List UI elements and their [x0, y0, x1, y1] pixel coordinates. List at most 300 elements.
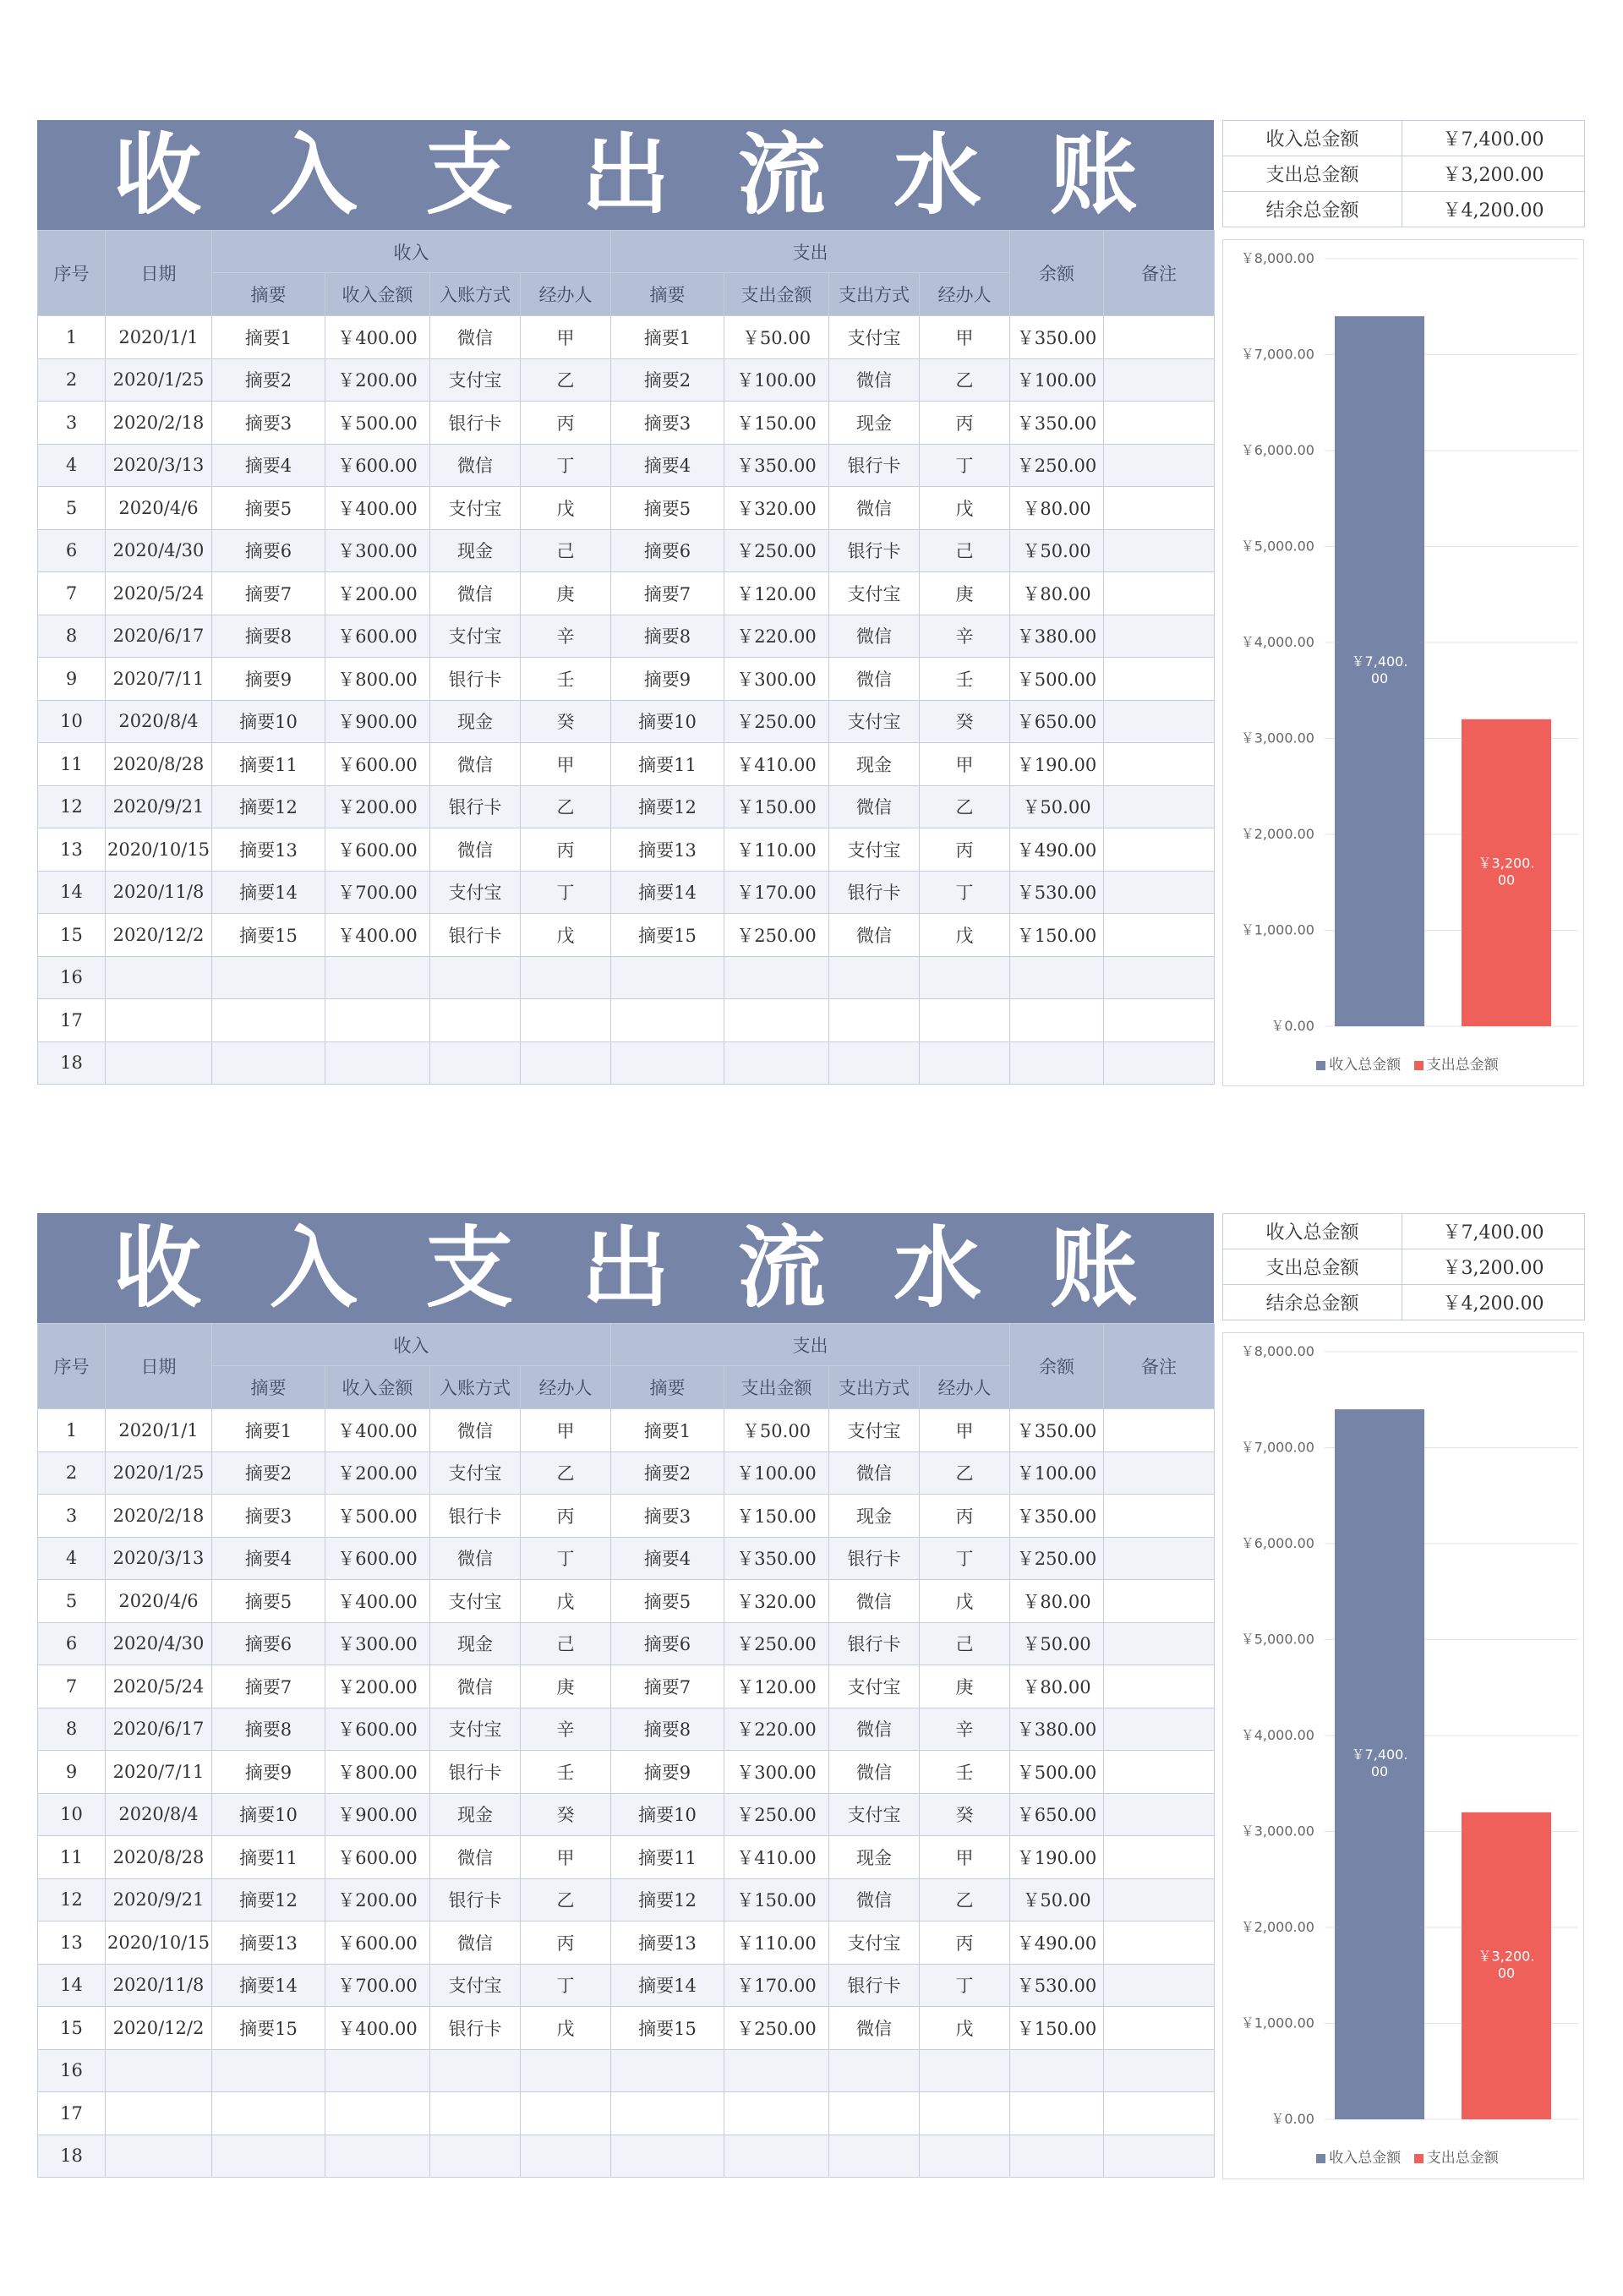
- cell-seq[interactable]: 11: [38, 1836, 106, 1879]
- cell-expense-amount[interactable]: ￥250.00: [724, 914, 829, 957]
- cell-income-amount[interactable]: [325, 2092, 430, 2135]
- cell-seq[interactable]: 12: [38, 785, 106, 828]
- cell-note[interactable]: [1104, 2135, 1215, 2178]
- cell-expense-amount[interactable]: ￥250.00: [724, 2007, 829, 2050]
- cell-note[interactable]: [1104, 999, 1215, 1042]
- cell-date[interactable]: 2020/8/28: [106, 743, 212, 786]
- cell-expense-handler[interactable]: 辛: [920, 1708, 1010, 1751]
- cell-date[interactable]: 2020/12/2: [106, 2007, 212, 2050]
- cell-seq[interactable]: 1: [38, 1409, 106, 1452]
- cell-income-handler[interactable]: 辛: [521, 1708, 611, 1751]
- cell-income-handler[interactable]: 丙: [521, 402, 611, 445]
- cell-date[interactable]: 2020/8/4: [106, 1793, 212, 1836]
- cell-income-handler[interactable]: 丁: [521, 871, 611, 914]
- cell-note[interactable]: [1104, 1041, 1215, 1085]
- cell-expense-amount[interactable]: ￥350.00: [724, 1537, 829, 1580]
- cell-note[interactable]: [1104, 700, 1215, 743]
- cell-expense-summary[interactable]: 摘要4: [611, 1537, 724, 1580]
- cell-balance[interactable]: ￥190.00: [1010, 1836, 1104, 1879]
- cell-income-summary[interactable]: 摘要7: [212, 1665, 325, 1708]
- cell-expense-amount[interactable]: ￥170.00: [724, 1964, 829, 2007]
- cell-date[interactable]: 2020/5/24: [106, 572, 212, 615]
- cell-date[interactable]: 2020/11/8: [106, 1964, 212, 2007]
- cell-income-amount[interactable]: ￥600.00: [325, 828, 430, 872]
- cell-income-summary[interactable]: 摘要15: [212, 2007, 325, 2050]
- cell-seq[interactable]: 7: [38, 572, 106, 615]
- cell-income-summary[interactable]: 摘要1: [212, 316, 325, 359]
- cell-expense-amount[interactable]: ￥110.00: [724, 828, 829, 872]
- cell-expense-handler[interactable]: [920, 1041, 1010, 1085]
- cell-balance[interactable]: ￥50.00: [1010, 1622, 1104, 1665]
- cell-expense-summary[interactable]: 摘要15: [611, 914, 724, 957]
- cell-income-summary[interactable]: 摘要10: [212, 1793, 325, 1836]
- cell-expense-summary[interactable]: 摘要1: [611, 316, 724, 359]
- cell-balance[interactable]: ￥80.00: [1010, 1665, 1104, 1708]
- cell-expense-method[interactable]: 微信: [829, 914, 920, 957]
- cell-date[interactable]: 2020/6/17: [106, 615, 212, 658]
- cell-income-method[interactable]: 微信: [430, 316, 521, 359]
- cell-seq[interactable]: 5: [38, 487, 106, 530]
- cell-expense-method[interactable]: 微信: [829, 1878, 920, 1922]
- cell-income-handler[interactable]: 丁: [521, 1537, 611, 1580]
- cell-income-amount[interactable]: ￥900.00: [325, 700, 430, 743]
- cell-balance[interactable]: [1010, 999, 1104, 1042]
- cell-note[interactable]: [1104, 1708, 1215, 1751]
- cell-income-amount[interactable]: ￥600.00: [325, 1836, 430, 1879]
- cell-seq[interactable]: 12: [38, 1878, 106, 1922]
- cell-expense-handler[interactable]: 甲: [920, 316, 1010, 359]
- cell-seq[interactable]: 13: [38, 1922, 106, 1965]
- cell-expense-summary[interactable]: 摘要8: [611, 1708, 724, 1751]
- cell-date[interactable]: [106, 999, 212, 1042]
- cell-seq[interactable]: 14: [38, 871, 106, 914]
- cell-income-summary[interactable]: 摘要6: [212, 529, 325, 572]
- cell-seq[interactable]: 16: [38, 2049, 106, 2092]
- cell-expense-method[interactable]: 微信: [829, 1751, 920, 1794]
- cell-expense-summary[interactable]: 摘要4: [611, 444, 724, 487]
- cell-note[interactable]: [1104, 956, 1215, 999]
- cell-expense-summary[interactable]: 摘要3: [611, 1495, 724, 1538]
- cell-income-summary[interactable]: 摘要7: [212, 572, 325, 615]
- cell-date[interactable]: 2020/7/11: [106, 1751, 212, 1794]
- cell-balance[interactable]: ￥350.00: [1010, 1409, 1104, 1452]
- cell-income-summary[interactable]: 摘要11: [212, 743, 325, 786]
- cell-balance[interactable]: ￥250.00: [1010, 444, 1104, 487]
- cell-expense-amount[interactable]: ￥250.00: [724, 1622, 829, 1665]
- cell-expense-method[interactable]: 银行卡: [829, 871, 920, 914]
- cell-date[interactable]: 2020/3/13: [106, 444, 212, 487]
- cell-expense-amount[interactable]: ￥250.00: [724, 529, 829, 572]
- cell-balance[interactable]: ￥500.00: [1010, 1751, 1104, 1794]
- cell-income-handler[interactable]: 辛: [521, 615, 611, 658]
- cell-balance[interactable]: [1010, 2049, 1104, 2092]
- cell-income-amount[interactable]: ￥400.00: [325, 914, 430, 957]
- cell-income-amount[interactable]: ￥200.00: [325, 785, 430, 828]
- cell-income-summary[interactable]: [212, 2049, 325, 2092]
- cell-seq[interactable]: 16: [38, 956, 106, 999]
- cell-income-summary[interactable]: 摘要8: [212, 615, 325, 658]
- cell-balance[interactable]: ￥80.00: [1010, 487, 1104, 530]
- cell-seq[interactable]: 4: [38, 1537, 106, 1580]
- cell-expense-handler[interactable]: 戊: [920, 1580, 1010, 1623]
- cell-income-method[interactable]: [430, 2049, 521, 2092]
- cell-balance[interactable]: [1010, 1041, 1104, 1085]
- cell-income-summary[interactable]: 摘要13: [212, 1922, 325, 1965]
- cell-expense-amount[interactable]: ￥170.00: [724, 871, 829, 914]
- cell-expense-handler[interactable]: 丁: [920, 444, 1010, 487]
- cell-expense-handler[interactable]: 癸: [920, 700, 1010, 743]
- cell-seq[interactable]: 18: [38, 1041, 106, 1085]
- cell-date[interactable]: 2020/1/25: [106, 1451, 212, 1495]
- cell-note[interactable]: [1104, 444, 1215, 487]
- cell-seq[interactable]: 2: [38, 1451, 106, 1495]
- cell-expense-handler[interactable]: 己: [920, 1622, 1010, 1665]
- cell-income-amount[interactable]: ￥300.00: [325, 529, 430, 572]
- cell-balance[interactable]: ￥490.00: [1010, 828, 1104, 872]
- cell-income-summary[interactable]: 摘要3: [212, 1495, 325, 1538]
- cell-income-method[interactable]: 微信: [430, 1409, 521, 1452]
- cell-income-summary[interactable]: [212, 2135, 325, 2178]
- cell-expense-amount[interactable]: ￥150.00: [724, 1495, 829, 1538]
- cell-income-amount[interactable]: ￥600.00: [325, 1537, 430, 1580]
- cell-income-method[interactable]: 银行卡: [430, 1751, 521, 1794]
- cell-expense-handler[interactable]: [920, 2135, 1010, 2178]
- cell-income-amount[interactable]: ￥600.00: [325, 1922, 430, 1965]
- cell-note[interactable]: [1104, 914, 1215, 957]
- cell-date[interactable]: 2020/3/13: [106, 1537, 212, 1580]
- cell-expense-summary[interactable]: 摘要5: [611, 487, 724, 530]
- cell-expense-summary[interactable]: 摘要14: [611, 1964, 724, 2007]
- cell-balance[interactable]: [1010, 956, 1104, 999]
- cell-expense-method[interactable]: 支付宝: [829, 316, 920, 359]
- cell-expense-handler[interactable]: [920, 956, 1010, 999]
- cell-expense-method[interactable]: 银行卡: [829, 1964, 920, 2007]
- cell-income-method[interactable]: 支付宝: [430, 1580, 521, 1623]
- cell-expense-handler[interactable]: 丙: [920, 1495, 1010, 1538]
- cell-expense-handler[interactable]: [920, 999, 1010, 1042]
- cell-income-method[interactable]: 微信: [430, 828, 521, 872]
- cell-expense-method[interactable]: 现金: [829, 1495, 920, 1538]
- cell-income-amount[interactable]: ￥500.00: [325, 402, 430, 445]
- cell-note[interactable]: [1104, 1836, 1215, 1879]
- cell-income-handler[interactable]: 庚: [521, 572, 611, 615]
- cell-income-amount[interactable]: ￥400.00: [325, 487, 430, 530]
- cell-seq[interactable]: 17: [38, 2092, 106, 2135]
- cell-expense-method[interactable]: 现金: [829, 1836, 920, 1879]
- cell-date[interactable]: 2020/4/6: [106, 487, 212, 530]
- cell-income-handler[interactable]: 戊: [521, 914, 611, 957]
- cell-expense-summary[interactable]: 摘要11: [611, 743, 724, 786]
- cell-income-method[interactable]: 微信: [430, 1922, 521, 1965]
- cell-expense-method[interactable]: 支付宝: [829, 1793, 920, 1836]
- cell-income-method[interactable]: 银行卡: [430, 402, 521, 445]
- cell-income-method[interactable]: [430, 2092, 521, 2135]
- cell-note[interactable]: [1104, 871, 1215, 914]
- cell-note[interactable]: [1104, 1537, 1215, 1580]
- cell-expense-method[interactable]: 微信: [829, 658, 920, 701]
- cell-income-summary[interactable]: 摘要15: [212, 914, 325, 957]
- cell-date[interactable]: 2020/5/24: [106, 1665, 212, 1708]
- cell-expense-summary[interactable]: 摘要6: [611, 529, 724, 572]
- cell-income-amount[interactable]: ￥200.00: [325, 1451, 430, 1495]
- cell-expense-handler[interactable]: 丁: [920, 1537, 1010, 1580]
- cell-note[interactable]: [1104, 658, 1215, 701]
- cell-expense-amount[interactable]: ￥250.00: [724, 1793, 829, 1836]
- cell-expense-summary[interactable]: 摘要7: [611, 1665, 724, 1708]
- cell-expense-handler[interactable]: 乙: [920, 1451, 1010, 1495]
- cell-expense-amount[interactable]: ￥50.00: [724, 316, 829, 359]
- cell-expense-method[interactable]: 支付宝: [829, 1409, 920, 1452]
- cell-income-method[interactable]: 支付宝: [430, 358, 521, 402]
- cell-income-handler[interactable]: [521, 956, 611, 999]
- cell-note[interactable]: [1104, 1751, 1215, 1794]
- cell-expense-method[interactable]: 支付宝: [829, 1665, 920, 1708]
- cell-expense-handler[interactable]: 甲: [920, 743, 1010, 786]
- cell-income-summary[interactable]: 摘要12: [212, 1878, 325, 1922]
- cell-date[interactable]: 2020/1/1: [106, 1409, 212, 1452]
- cell-balance[interactable]: ￥80.00: [1010, 1580, 1104, 1623]
- cell-expense-method[interactable]: [829, 956, 920, 999]
- cell-income-summary[interactable]: [212, 999, 325, 1042]
- cell-income-handler[interactable]: 己: [521, 1622, 611, 1665]
- cell-seq[interactable]: 9: [38, 1751, 106, 1794]
- cell-date[interactable]: 2020/10/15: [106, 1922, 212, 1965]
- cell-seq[interactable]: 5: [38, 1580, 106, 1623]
- cell-income-amount[interactable]: ￥700.00: [325, 871, 430, 914]
- cell-balance[interactable]: ￥380.00: [1010, 615, 1104, 658]
- cell-expense-summary[interactable]: 摘要2: [611, 358, 724, 402]
- cell-balance[interactable]: ￥530.00: [1010, 871, 1104, 914]
- cell-expense-summary[interactable]: 摘要7: [611, 572, 724, 615]
- cell-income-summary[interactable]: 摘要6: [212, 1622, 325, 1665]
- cell-expense-method[interactable]: 支付宝: [829, 828, 920, 872]
- cell-expense-method[interactable]: 现金: [829, 743, 920, 786]
- cell-seq[interactable]: 3: [38, 1495, 106, 1538]
- cell-balance[interactable]: ￥500.00: [1010, 658, 1104, 701]
- cell-expense-handler[interactable]: 戊: [920, 914, 1010, 957]
- cell-balance[interactable]: ￥490.00: [1010, 1922, 1104, 1965]
- cell-income-handler[interactable]: [521, 1041, 611, 1085]
- cell-income-handler[interactable]: 甲: [521, 743, 611, 786]
- cell-expense-summary[interactable]: [611, 1041, 724, 1085]
- cell-income-handler[interactable]: 乙: [521, 358, 611, 402]
- cell-date[interactable]: 2020/4/30: [106, 1622, 212, 1665]
- cell-note[interactable]: [1104, 1451, 1215, 1495]
- cell-seq[interactable]: 15: [38, 2007, 106, 2050]
- cell-expense-summary[interactable]: 摘要13: [611, 828, 724, 872]
- cell-date[interactable]: 2020/6/17: [106, 1708, 212, 1751]
- cell-balance[interactable]: ￥50.00: [1010, 785, 1104, 828]
- cell-expense-amount[interactable]: ￥220.00: [724, 615, 829, 658]
- cell-income-method[interactable]: 现金: [430, 529, 521, 572]
- cell-income-method[interactable]: 微信: [430, 743, 521, 786]
- cell-expense-method[interactable]: 微信: [829, 615, 920, 658]
- cell-income-summary[interactable]: 摘要10: [212, 700, 325, 743]
- cell-expense-handler[interactable]: 壬: [920, 1751, 1010, 1794]
- cell-income-handler[interactable]: [521, 999, 611, 1042]
- cell-date[interactable]: 2020/1/1: [106, 316, 212, 359]
- cell-income-summary[interactable]: 摘要5: [212, 487, 325, 530]
- cell-income-method[interactable]: 微信: [430, 1537, 521, 1580]
- cell-note[interactable]: [1104, 358, 1215, 402]
- cell-income-amount[interactable]: ￥400.00: [325, 1409, 430, 1452]
- cell-income-handler[interactable]: 丙: [521, 828, 611, 872]
- cell-expense-method[interactable]: 微信: [829, 487, 920, 530]
- cell-note[interactable]: [1104, 1878, 1215, 1922]
- cell-income-summary[interactable]: 摘要14: [212, 1964, 325, 2007]
- cell-note[interactable]: [1104, 743, 1215, 786]
- cell-seq[interactable]: 6: [38, 529, 106, 572]
- cell-seq[interactable]: 13: [38, 828, 106, 872]
- cell-date[interactable]: [106, 1041, 212, 1085]
- cell-expense-amount[interactable]: ￥50.00: [724, 1409, 829, 1452]
- cell-expense-summary[interactable]: 摘要3: [611, 402, 724, 445]
- cell-income-amount[interactable]: [325, 956, 430, 999]
- cell-date[interactable]: 2020/11/8: [106, 871, 212, 914]
- cell-income-handler[interactable]: 甲: [521, 1836, 611, 1879]
- cell-expense-method[interactable]: 微信: [829, 1580, 920, 1623]
- cell-expense-amount[interactable]: [724, 999, 829, 1042]
- cell-expense-amount[interactable]: ￥320.00: [724, 487, 829, 530]
- cell-expense-method[interactable]: 现金: [829, 402, 920, 445]
- cell-income-handler[interactable]: 甲: [521, 1409, 611, 1452]
- cell-income-summary[interactable]: [212, 2092, 325, 2135]
- cell-seq[interactable]: 10: [38, 700, 106, 743]
- cell-income-handler[interactable]: 癸: [521, 1793, 611, 1836]
- cell-income-amount[interactable]: ￥700.00: [325, 1964, 430, 2007]
- cell-income-handler[interactable]: 甲: [521, 316, 611, 359]
- cell-income-summary[interactable]: 摘要4: [212, 1537, 325, 1580]
- cell-income-summary[interactable]: 摘要13: [212, 828, 325, 872]
- cell-income-summary[interactable]: [212, 1041, 325, 1085]
- cell-expense-amount[interactable]: ￥300.00: [724, 658, 829, 701]
- cell-expense-amount[interactable]: ￥120.00: [724, 572, 829, 615]
- cell-seq[interactable]: 3: [38, 402, 106, 445]
- cell-date[interactable]: 2020/1/25: [106, 358, 212, 402]
- cell-expense-handler[interactable]: 戊: [920, 2007, 1010, 2050]
- cell-income-method[interactable]: 微信: [430, 1836, 521, 1879]
- cell-expense-handler[interactable]: 癸: [920, 1793, 1010, 1836]
- cell-note[interactable]: [1104, 487, 1215, 530]
- cell-date[interactable]: 2020/8/28: [106, 1836, 212, 1879]
- cell-income-method[interactable]: [430, 956, 521, 999]
- cell-income-amount[interactable]: ￥600.00: [325, 444, 430, 487]
- cell-expense-summary[interactable]: 摘要9: [611, 658, 724, 701]
- cell-note[interactable]: [1104, 2049, 1215, 2092]
- cell-expense-method[interactable]: 银行卡: [829, 444, 920, 487]
- cell-income-method[interactable]: 支付宝: [430, 615, 521, 658]
- cell-income-summary[interactable]: 摘要9: [212, 658, 325, 701]
- cell-seq[interactable]: 8: [38, 1708, 106, 1751]
- cell-expense-summary[interactable]: [611, 2049, 724, 2092]
- cell-expense-handler[interactable]: [920, 2092, 1010, 2135]
- cell-note[interactable]: [1104, 785, 1215, 828]
- cell-expense-amount[interactable]: [724, 1041, 829, 1085]
- cell-expense-handler[interactable]: 丙: [920, 828, 1010, 872]
- cell-expense-handler[interactable]: 戊: [920, 487, 1010, 530]
- cell-income-handler[interactable]: [521, 2135, 611, 2178]
- cell-seq[interactable]: 6: [38, 1622, 106, 1665]
- cell-expense-method[interactable]: 支付宝: [829, 700, 920, 743]
- cell-expense-summary[interactable]: 摘要9: [611, 1751, 724, 1794]
- cell-income-method[interactable]: 微信: [430, 444, 521, 487]
- cell-seq[interactable]: 17: [38, 999, 106, 1042]
- cell-income-amount[interactable]: ￥400.00: [325, 316, 430, 359]
- cell-seq[interactable]: 7: [38, 1665, 106, 1708]
- cell-expense-handler[interactable]: 甲: [920, 1836, 1010, 1879]
- cell-date[interactable]: 2020/4/30: [106, 529, 212, 572]
- cell-income-handler[interactable]: 癸: [521, 700, 611, 743]
- cell-balance[interactable]: ￥650.00: [1010, 1793, 1104, 1836]
- cell-income-amount[interactable]: [325, 2135, 430, 2178]
- cell-note[interactable]: [1104, 572, 1215, 615]
- cell-balance[interactable]: ￥80.00: [1010, 572, 1104, 615]
- cell-expense-method[interactable]: 支付宝: [829, 572, 920, 615]
- cell-income-method[interactable]: 银行卡: [430, 914, 521, 957]
- cell-expense-handler[interactable]: 乙: [920, 358, 1010, 402]
- cell-note[interactable]: [1104, 828, 1215, 872]
- cell-income-amount[interactable]: ￥800.00: [325, 1751, 430, 1794]
- cell-expense-amount[interactable]: ￥320.00: [724, 1580, 829, 1623]
- cell-income-summary[interactable]: 摘要8: [212, 1708, 325, 1751]
- cell-income-summary[interactable]: 摘要14: [212, 871, 325, 914]
- cell-seq[interactable]: 11: [38, 743, 106, 786]
- cell-income-method[interactable]: 支付宝: [430, 1964, 521, 2007]
- cell-seq[interactable]: 2: [38, 358, 106, 402]
- cell-expense-summary[interactable]: 摘要14: [611, 871, 724, 914]
- cell-expense-amount[interactable]: ￥100.00: [724, 1451, 829, 1495]
- cell-expense-method[interactable]: 银行卡: [829, 1537, 920, 1580]
- cell-date[interactable]: [106, 956, 212, 999]
- cell-expense-handler[interactable]: 庚: [920, 1665, 1010, 1708]
- cell-expense-method[interactable]: 微信: [829, 358, 920, 402]
- cell-note[interactable]: [1104, 1409, 1215, 1452]
- cell-expense-handler[interactable]: 甲: [920, 1409, 1010, 1452]
- cell-expense-summary[interactable]: 摘要11: [611, 1836, 724, 1879]
- cell-expense-amount[interactable]: ￥410.00: [724, 1836, 829, 1879]
- cell-income-amount[interactable]: [325, 2049, 430, 2092]
- cell-expense-amount[interactable]: ￥150.00: [724, 1878, 829, 1922]
- cell-income-summary[interactable]: 摘要11: [212, 1836, 325, 1879]
- cell-expense-summary[interactable]: 摘要5: [611, 1580, 724, 1623]
- cell-income-method[interactable]: 银行卡: [430, 2007, 521, 2050]
- cell-expense-amount[interactable]: [724, 2135, 829, 2178]
- cell-expense-method[interactable]: [829, 999, 920, 1042]
- cell-expense-amount[interactable]: ￥250.00: [724, 700, 829, 743]
- cell-income-handler[interactable]: 戊: [521, 1580, 611, 1623]
- cell-expense-summary[interactable]: 摘要15: [611, 2007, 724, 2050]
- cell-expense-amount[interactable]: [724, 2049, 829, 2092]
- cell-seq[interactable]: 8: [38, 615, 106, 658]
- cell-expense-handler[interactable]: 庚: [920, 572, 1010, 615]
- cell-income-method[interactable]: 银行卡: [430, 1495, 521, 1538]
- cell-date[interactable]: [106, 2092, 212, 2135]
- cell-income-handler[interactable]: 戊: [521, 487, 611, 530]
- cell-note[interactable]: [1104, 402, 1215, 445]
- cell-balance[interactable]: ￥100.00: [1010, 358, 1104, 402]
- cell-income-summary[interactable]: 摘要9: [212, 1751, 325, 1794]
- cell-income-handler[interactable]: 乙: [521, 785, 611, 828]
- cell-expense-method[interactable]: 微信: [829, 2007, 920, 2050]
- cell-expense-amount[interactable]: ￥100.00: [724, 358, 829, 402]
- cell-balance[interactable]: ￥50.00: [1010, 529, 1104, 572]
- cell-balance[interactable]: ￥150.00: [1010, 914, 1104, 957]
- cell-income-amount[interactable]: ￥200.00: [325, 1665, 430, 1708]
- cell-seq[interactable]: 18: [38, 2135, 106, 2178]
- cell-expense-summary[interactable]: 摘要1: [611, 1409, 724, 1452]
- cell-note[interactable]: [1104, 1964, 1215, 2007]
- cell-income-summary[interactable]: 摘要4: [212, 444, 325, 487]
